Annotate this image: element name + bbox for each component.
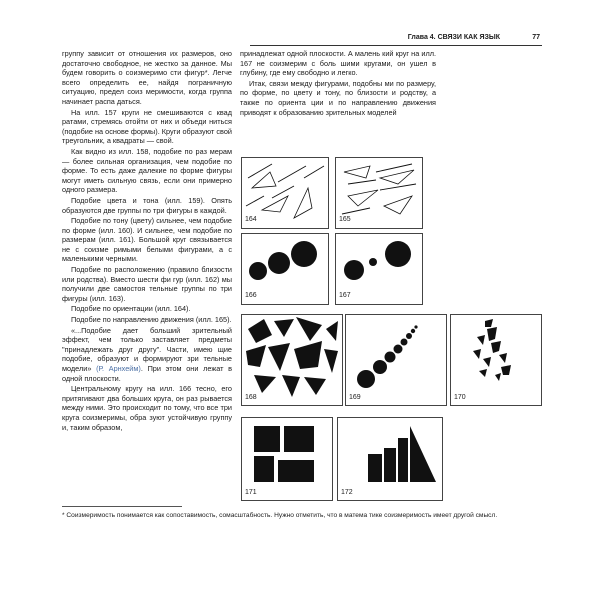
figure-caption: 165 [339,216,351,223]
chapter-title: Глава 4. СВЯЗИ КАК ЯЗЫК [407,34,500,41]
footnote: * Соизмеримость понимается как сопоставимость, сомасштабность. Нужно отметить, что в матема тике соизмеримость имеет другой смысл. [62,512,498,519]
paragraph: принадлежат одной плоскости. А малень кий круг на илл. 167 не соизмерим с боль шими кругами, он ушел в глубину, где ему свободно и легко. [240,49,436,78]
figure-167 [335,233,423,305]
paragraph: группу зависит от отношения их размеров, оно достаточно свободное, не жестко за данное. Мы будем говорить о соизмеримо сти фигур*. Легче всего определить ее, найдя пограничную ситуацию, предел соиз меримости, когда группа начинает распа даться. [62,49,232,106]
figure-171-illustration [242,418,332,500]
figure-170 [450,314,542,406]
quote-source-link[interactable]: (Р. Арнхейм) [96,364,141,373]
figure-166 [241,233,329,305]
quote-paragraph [62,326,232,384]
paragraph: Как видно из илл. 158, подобие по раз мерам — более сильная организация, чем подобие по форме. То есть даже далекие по форме фигуры могут иметь сильную связь, если они примерно одного размера. [62,146,232,195]
right-text-column [240,49,436,118]
figure-caption: 172 [341,489,353,496]
paragraph: Итак, связи между фигурами, подобны ми по размеру, по форме, по цвету и тону, по близости и родству, а также по ориента ции и по направлению движения приводят к образованию зрительных моделей [240,78,436,117]
figure-168 [241,314,343,406]
figure-caption: 167 [339,292,351,299]
paragraph: Центральному кругу на илл. 166 тесно, его притягивают два больших круга, он раз рывается между ними. Это происходит по тому, что все три круга соизмеримы, обра зуют устойчивую группу и, таким образом, [62,384,232,432]
figure-165 [335,157,423,229]
left-text-column [62,49,232,433]
footnote-rule [62,506,182,507]
figure-caption: 171 [245,489,257,496]
quote-text: «...Подобие дает больший зрительный эффект, чем только заставляет предметы "принадлежать друг другу". Части, имею щие подобие, образуют и формируют зри тельные модели» [62,325,232,373]
figure-172 [337,417,443,501]
figure-172-illustration [338,418,442,500]
paragraph: Подобие по расположению (правило близости или родства). Вместо шести фи гур (илл. 162) мы получили две самостоя тельные группы по три фигуры (илл. 163). [62,265,232,303]
page-number: 77 [532,34,540,41]
header-rule [250,45,542,46]
figure-caption: 170 [454,394,466,401]
figure-caption: 164 [245,216,257,223]
paragraph: Подобие по направлению движения (илл. 165). [71,315,232,325]
paragraph: На илл. 157 круги не смешиваются с квад ратами, стремясь отойти от них и объеди ниться (подобие на основе формы). Круги образуют свой треугольник, а квадраты — свой. [62,107,232,146]
figure-171 [241,417,333,501]
figure-caption: 168 [245,394,257,401]
figure-164 [241,157,329,229]
figure-caption: 166 [245,292,257,299]
paragraph: Подобие по тону (цвету) сильнее, чем подобие по форме (илл. 160). И сильнее, чем подобие по размерам (илл. 161). Большой круг связывается не с соизме римыми белыми фигурами, а с маленькими черными. [62,216,232,264]
figure-170-illustration [451,315,541,405]
figure-169-illustration [346,315,446,405]
paragraph: Подобие по ориентации (илл. 164). [71,304,191,314]
quote-tail: . При этом они лежат в одной плоскости. [62,364,233,383]
paragraph: Подобие цвета и тона (илл. 159). Опять образуются две группы по три фигуры в каждой. [62,195,232,215]
figure-caption: 169 [349,394,361,401]
figure-169 [345,314,447,406]
figure-168-illustration [242,315,342,405]
